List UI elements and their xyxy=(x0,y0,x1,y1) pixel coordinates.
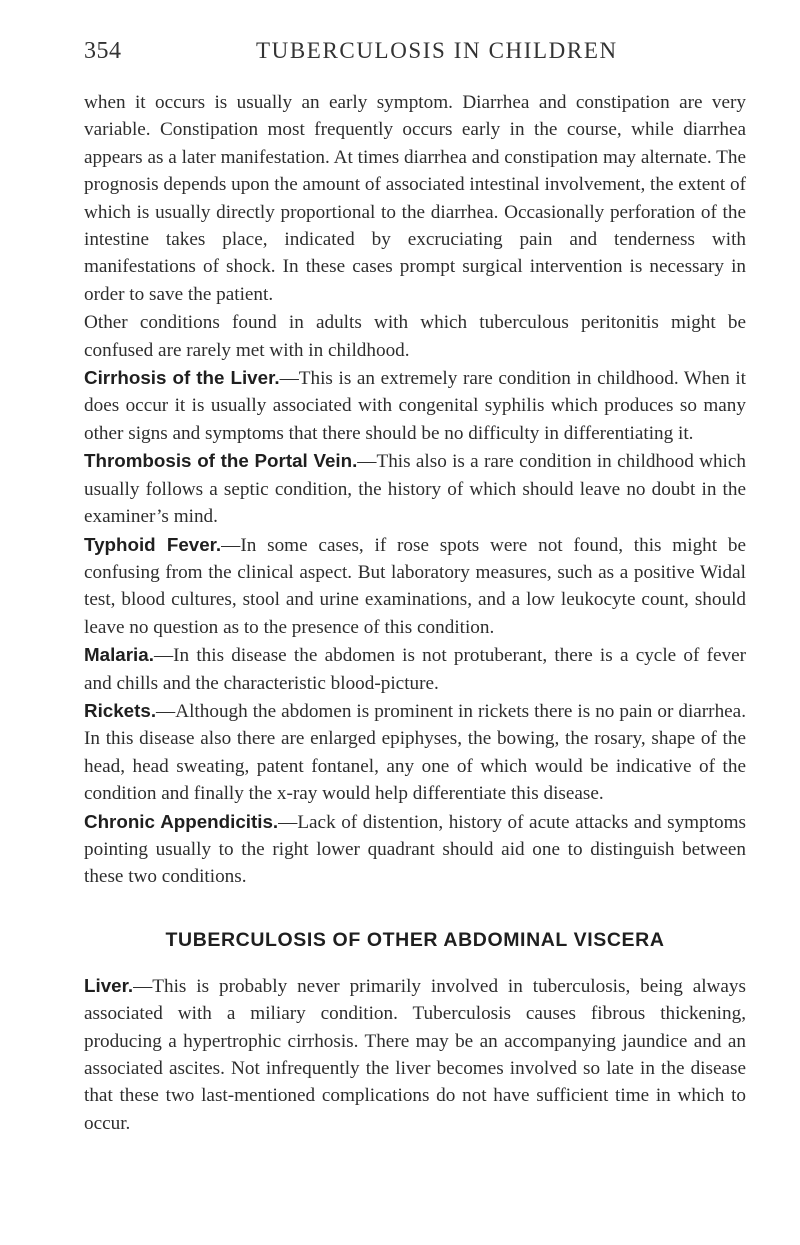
paragraph-cirrhosis xyxy=(84,364,746,447)
page-number: 354 xyxy=(84,38,122,64)
running-title: TUBERCULOSIS IN CHILDREN xyxy=(256,38,618,63)
paragraph-term: Liver. xyxy=(84,974,134,996)
paragraph-text: when it occurs is usually an early symptom. Diarrhea and constipation are very variable. Constipation most frequently occurs early in the course, while diarrhea appears as a later manifestation. At times diarrhea and constipation may alternate. The prognosis depends upon the amount of associated intestinal involvement, the extent of which is usually directly proportional to the diarrhea. Occasionally perforation of the intestine takes place, indicated by excruciating pain and tenderness with manifestations of shock. In these cases prompt surgical intervention is necessary in order to save the patient. xyxy=(84,92,746,305)
paragraph-text: —This also is a rare condition in childhood which usually follows a septic condition, the history of which should leave no doubt in the examiner’s mind. xyxy=(84,451,746,528)
paragraph-text: —In this disease the abdomen is not protuberant, there is a cycle of fever and chills and the characteristic blood-picture. xyxy=(84,645,746,694)
paragraph-rickets xyxy=(84,697,746,808)
paragraph-term: Malaria. xyxy=(84,644,154,666)
section-heading: TUBERCULOSIS OF OTHER ABDOMINAL VISCERA xyxy=(165,928,665,951)
paragraph-liver xyxy=(84,972,746,1137)
paragraph-text: —This is probably never primarily involved in tuberculosis, being always associated with a miliary condition. Tuberculosis causes fibrous thickening, producing a hypertrophic cirrhosis. There may be an accompanying jaundice and an associated ascites. Not infrequently the liver becomes involved so late in the disease that these two last-mentioned complications do not have sufficient time in which to occur. xyxy=(84,975,746,1134)
paragraph-typhoid xyxy=(84,531,746,642)
paragraph-term: Thrombosis of the Portal Vein. xyxy=(84,450,358,472)
paragraph-text: —Lack of distention, history of acute attacks and symptoms pointing usually to the right lower quadrant should aid one to distinguish between these two conditions. xyxy=(84,811,746,888)
paragraph-appendicitis xyxy=(84,808,746,891)
paragraph-thrombosis xyxy=(84,447,746,530)
paragraph-malaria xyxy=(84,641,746,697)
paragraph-term: Chronic Appendicitis. xyxy=(84,810,279,832)
paragraph-text: —In some cases, if rose spots were not found, this might be confusing from the clinical aspect. But laboratory measures, such as a positive Widal test, blood cultures, stool and urine examinations, and a low leukocyte count, should leave no question as to the presence of this condition. xyxy=(84,534,746,638)
running-head xyxy=(84,34,744,74)
paragraph-term: Typhoid Fever. xyxy=(84,533,222,555)
paragraph-text: Other conditions found in adults with which tuberculous peritonitis might be confused are rarely met with in childhood. xyxy=(84,312,746,361)
paragraph-other-conditions xyxy=(84,308,746,364)
paragraph-text: —Although the abdomen is prominent in rickets there is no pain or diarrhea. In this disease also there are enlarged epiphyses, the bowing, the rosary, shape of the head, head sweating, patent fontanel, any one of which would be indicative of the condition and finally the x-ray would help differentiate this disease. xyxy=(84,700,746,805)
paragraph-text: —This is an extremely rare condition in childhood. When it does occur it is usually associated with congenital syphilis which produces so many other signs and symptoms that there should be no difficulty in differentiating it. xyxy=(84,368,746,444)
body-text xyxy=(84,88,746,1137)
paragraph-term: Rickets. xyxy=(84,699,157,721)
paragraph-term: Cirrhosis of the Liver. xyxy=(84,367,280,389)
paragraph-continuation xyxy=(84,88,746,308)
